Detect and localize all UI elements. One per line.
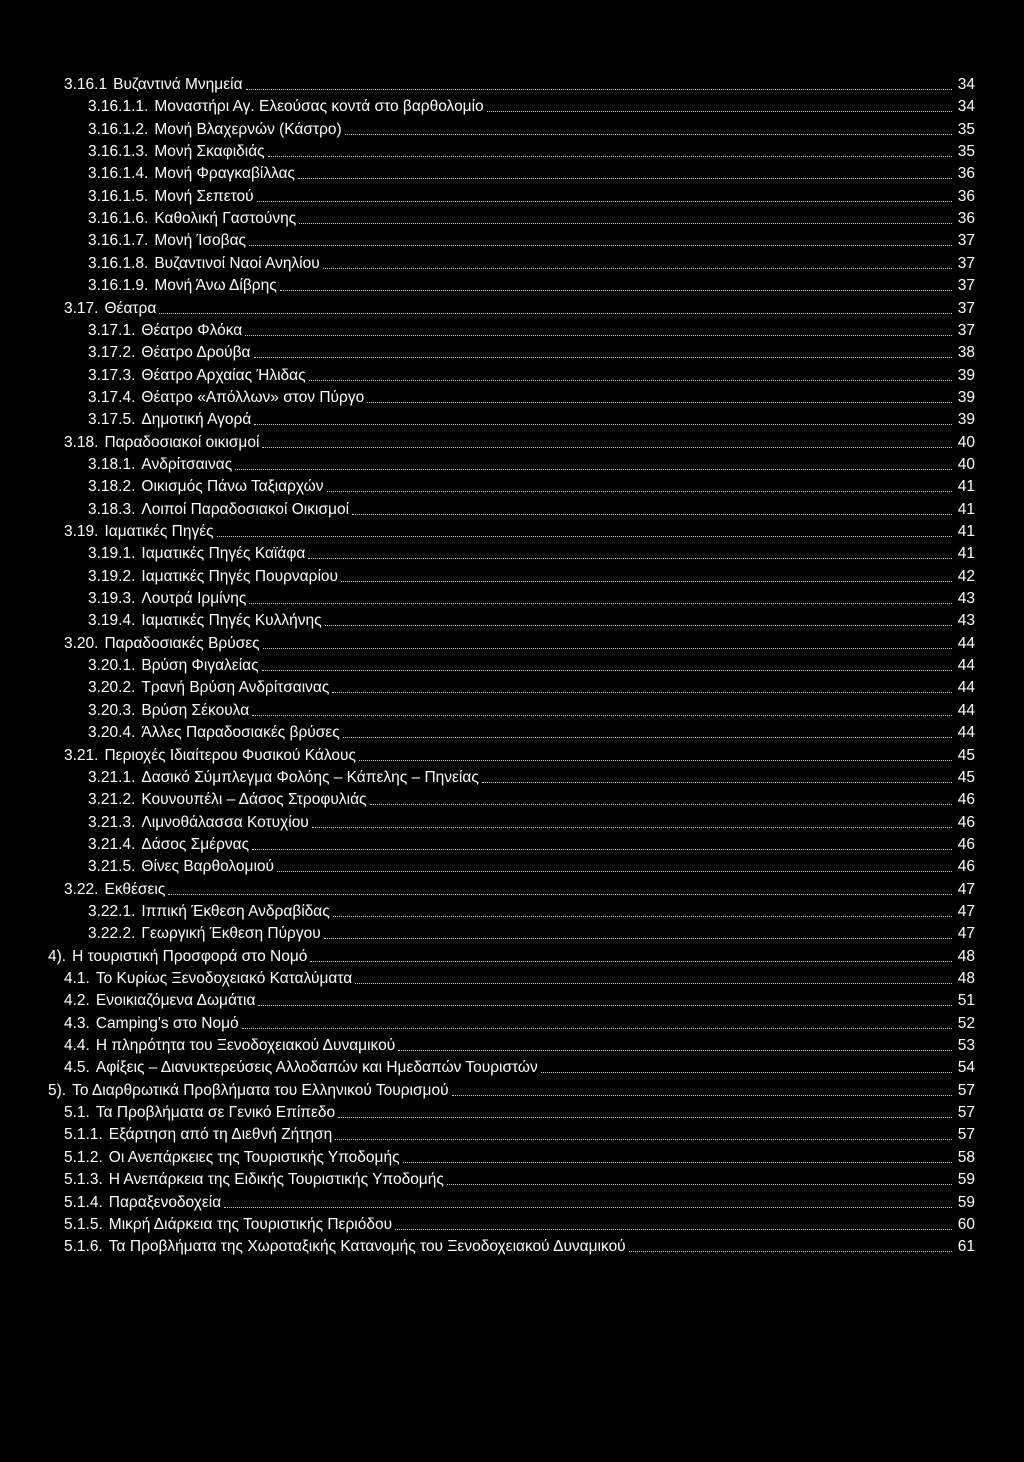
toc-entry-number: 5.1.2. [64, 1149, 103, 1166]
toc-entry[interactable] [88, 340, 975, 362]
toc-entry-title: Η τουριστική Προσφορά στο Νομό [72, 948, 308, 965]
dot-leader [252, 849, 952, 850]
toc-entry[interactable] [88, 94, 975, 116]
toc-entry-page: 47 [957, 903, 975, 920]
toc-entry-number: 5.1.4. [64, 1194, 103, 1211]
toc-entry-title: Περιοχές Ιδιαίτερου Φυσικού Κάλους [104, 747, 356, 764]
toc-entry[interactable] [88, 854, 975, 876]
toc-entry[interactable] [88, 921, 975, 943]
toc-entry-page: 53 [957, 1037, 975, 1054]
toc-entry-title: Βρύση Σέκουλα [141, 702, 250, 719]
toc-entry-title: Λοιποί Παραδοσιακοί Οικισμοί [141, 501, 350, 518]
toc-entry-title: Camping's στο Νομό [95, 1015, 239, 1032]
toc-entry[interactable] [88, 139, 975, 161]
toc-entry-page: 48 [957, 948, 975, 965]
toc-entry-number: 5.1.3. [64, 1171, 103, 1188]
toc-entry-page: 39 [957, 389, 975, 406]
toc-entry-title: Θέατρο «Απόλλων» στον Πύργο [141, 389, 365, 406]
toc-entry-page: 36 [957, 210, 975, 227]
toc-entry-number: 3.21. [64, 747, 99, 764]
dot-leader [332, 692, 952, 693]
dot-leader [629, 1251, 952, 1252]
toc-entry-number: 3.21.4. [88, 836, 136, 853]
toc-entry-number: 3.16.1.7. [88, 232, 149, 249]
toc-entry-number: 4). [48, 948, 67, 965]
toc-entry-page: 48 [957, 970, 975, 987]
dot-leader [341, 581, 952, 582]
toc-entry[interactable] [88, 251, 975, 273]
toc-entry-number: 3.17.3. [88, 367, 136, 384]
toc-entry[interactable] [88, 586, 975, 608]
toc-entry-page: 46 [957, 814, 975, 831]
dot-leader [310, 961, 952, 962]
toc-entry-page: 41 [957, 501, 975, 518]
toc-entry-title: Καθολική Γαστούνης [154, 210, 297, 227]
dot-leader [308, 558, 952, 559]
toc-entry[interactable] [88, 363, 975, 385]
dot-leader [263, 648, 952, 649]
dot-leader [482, 782, 952, 783]
toc-entry-title: Μονή Άνω Δίβρης [154, 277, 277, 294]
toc-entry[interactable] [88, 206, 975, 228]
toc-entry-page: 37 [957, 232, 975, 249]
toc-entry-number: 3.16.1.4. [88, 165, 149, 182]
toc-entry-page: 46 [957, 858, 975, 875]
toc-entry[interactable] [64, 519, 975, 541]
toc-entry-title: Αφίξεις – Διανυκτερεύσεις Αλλοδαπών και Ημεδαπών Τουριστών [95, 1059, 538, 1076]
toc-entry[interactable] [64, 1033, 975, 1055]
toc-entry[interactable] [88, 161, 975, 183]
toc-entry-number: 5). [48, 1082, 67, 1099]
toc-entry-number: 4.3. [64, 1015, 90, 1032]
dot-leader [367, 402, 952, 403]
dot-leader [246, 89, 952, 90]
toc-entry-number: 5.1.6. [64, 1238, 103, 1255]
toc-entry-page: 34 [957, 98, 975, 115]
toc-entry-page: 47 [957, 925, 975, 942]
toc-entry[interactable] [88, 899, 975, 921]
dot-leader [262, 447, 952, 448]
dot-leader [249, 603, 952, 604]
toc-entry[interactable] [88, 117, 975, 139]
toc-entry[interactable] [64, 72, 975, 94]
toc-entry-number: 3.20. [64, 635, 99, 652]
toc-entry-title: Θέατρο Δρούβα [141, 344, 251, 361]
toc-entry-number: 5.1.5. [64, 1216, 103, 1233]
dot-leader [268, 156, 952, 157]
dot-leader [343, 737, 952, 738]
dot-leader [217, 536, 952, 537]
toc-entry-page: 37 [957, 300, 975, 317]
toc-entry-page: 35 [957, 121, 975, 138]
dot-leader [254, 357, 953, 358]
toc-entry-page: 61 [957, 1238, 975, 1255]
toc-entry-title: Το Κυρίως Ξενοδοχειακό Καταλύματα [95, 970, 353, 987]
toc-entry-page: 38 [957, 344, 975, 361]
dot-leader [325, 625, 952, 626]
toc-entry[interactable] [88, 385, 975, 407]
toc-entry-page: 42 [957, 568, 975, 585]
toc-entry-title: Ανδρίτσαινας [141, 456, 233, 473]
dot-leader [333, 916, 952, 917]
toc-entry[interactable] [88, 228, 975, 250]
toc-entry-title: Άλλες Παραδοσιακές βρύσες [141, 724, 340, 741]
toc-entry-number: 5.1. [64, 1104, 90, 1121]
toc-entry-title: Δημοτική Αγορά [141, 411, 252, 428]
toc-entry-number: 3.18. [64, 434, 99, 451]
toc-entry[interactable] [64, 1190, 975, 1212]
toc-entry[interactable] [88, 474, 975, 496]
toc-entry-title: Ενοικιαζόμενα Δωμάτια [95, 992, 256, 1009]
toc-entry[interactable] [64, 1055, 975, 1077]
toc-entry[interactable] [88, 765, 975, 787]
toc-entry-page: 46 [957, 836, 975, 853]
toc-entry[interactable] [64, 631, 975, 653]
toc-entry-page: 44 [957, 657, 975, 674]
toc-entry-title: Δασικό Σύμπλεγμα Φολόης – Κάπελης – Πηνείας [141, 769, 479, 786]
dot-leader [324, 938, 952, 939]
toc-entry-number: 3.16.1 [64, 76, 108, 93]
dot-leader [355, 983, 952, 984]
toc-entry-number: 3.19.2. [88, 568, 136, 585]
toc-entry-number: 3.16.1.3. [88, 143, 149, 160]
toc-entry-title: Τρανή Βρύση Ανδρίτσαινας [141, 679, 330, 696]
toc-entry-number: 3.19.4. [88, 612, 136, 629]
dot-leader [159, 313, 952, 314]
toc-entry-number: 4.4. [64, 1037, 90, 1054]
dot-leader [403, 1162, 952, 1163]
toc-entry-page: 40 [957, 434, 975, 451]
toc-entry-page: 51 [957, 992, 975, 1009]
toc-entry-page: 43 [957, 590, 975, 607]
toc-entry[interactable] [88, 810, 975, 832]
toc-entry-number: 3.21.1. [88, 769, 136, 786]
dot-leader [254, 424, 952, 425]
toc-entry-number: 3.19. [64, 523, 99, 540]
toc-entry-number: 3.18.3. [88, 501, 136, 518]
toc-entry-page: 44 [957, 724, 975, 741]
toc-entry-page: 47 [957, 881, 975, 898]
toc-entry-page: 37 [957, 277, 975, 294]
toc-entry-page: 58 [957, 1149, 975, 1166]
toc-entry-title: Η πληρότητα του Ξενοδοχειακού Δυναμικού [95, 1037, 396, 1054]
toc-entry[interactable] [64, 988, 975, 1010]
dot-leader [245, 335, 952, 336]
toc-entry-title: Οικισμός Πάνω Ταξιαρχών [141, 478, 324, 495]
toc-entry-page: 60 [957, 1216, 975, 1233]
toc-entry-page: 41 [957, 545, 975, 562]
toc-entry[interactable] [64, 1234, 975, 1256]
toc-entry-title: Παραδοσιακοί οικισμοί [104, 434, 260, 451]
dot-leader [370, 804, 952, 805]
toc-entry[interactable] [88, 787, 975, 809]
toc-entry-number: 3.16.1.6. [88, 210, 149, 227]
toc-entry[interactable] [88, 184, 975, 206]
dot-leader [249, 245, 952, 246]
toc-entry[interactable] [88, 407, 975, 429]
toc-entry-page: 45 [957, 747, 975, 764]
dot-leader [327, 491, 953, 492]
toc-entry-page: 52 [957, 1015, 975, 1032]
toc-entry-title: Ιαματικές Πηγές [104, 523, 214, 540]
dot-leader [277, 871, 952, 872]
toc-entry[interactable] [64, 1212, 975, 1234]
toc-entry-number: 3.17.2. [88, 344, 136, 361]
toc-entry-page: 37 [957, 255, 975, 272]
toc-entry-title: Θέατρα [104, 300, 157, 317]
toc-entry[interactable] [48, 1078, 975, 1100]
toc-entry-title: Τα Προβλήματα σε Γενικό Επίπεδο [95, 1104, 336, 1121]
toc-entry-page: 54 [957, 1059, 975, 1076]
toc-entry-number: 3.16.1.8. [88, 255, 149, 272]
toc-entry[interactable] [88, 564, 975, 586]
toc-entry[interactable] [64, 1100, 975, 1122]
toc-entry-title: Μικρή Διάρκεια της Τουριστικής Περιόδου [108, 1216, 393, 1233]
toc-entry[interactable] [88, 653, 975, 675]
toc-entry-title: Κουνουπέλι – Δάσος Στροφυλιάς [141, 791, 367, 808]
toc-entry-page: 36 [957, 188, 975, 205]
toc-entry-number: 3.16.1.9. [88, 277, 149, 294]
toc-entry[interactable] [64, 1011, 975, 1033]
toc-entry[interactable] [64, 966, 975, 988]
dot-leader [168, 894, 952, 895]
dot-leader [224, 1207, 952, 1208]
toc-entry[interactable] [64, 743, 975, 765]
toc-entry-title: Δάσος Σμέρνας [141, 836, 250, 853]
toc-entry-page: 41 [957, 478, 975, 495]
toc-entry-number: 3.16.1.5. [88, 188, 149, 205]
dot-leader [299, 223, 952, 224]
toc-entry-title: Βυζαντινοί Ναοί Ανηλίου [154, 255, 320, 272]
toc-entry-number: 3.21.5. [88, 858, 136, 875]
toc-entry-number: 3.22.1. [88, 903, 136, 920]
toc-entry-page: 39 [957, 411, 975, 428]
toc-entry-page: 35 [957, 143, 975, 160]
dot-leader [487, 111, 952, 112]
toc-entry-title: Βρύση Φιγαλείας [141, 657, 259, 674]
toc-entry-number: 3.19.3. [88, 590, 136, 607]
toc-entry-page: 46 [957, 791, 975, 808]
toc-entry[interactable] [88, 675, 975, 697]
toc-entry-title: Μονή Σκαφιδιάς [154, 143, 265, 160]
dot-leader [258, 1005, 952, 1006]
toc-entry[interactable] [88, 273, 975, 295]
toc-entry-number: 3.20.4. [88, 724, 136, 741]
dot-leader [359, 760, 952, 761]
dot-leader [345, 134, 952, 135]
toc-entry-title: Ιαματικές Πηγές Πουρναρίου [141, 568, 338, 585]
toc-entry[interactable] [88, 497, 975, 519]
toc-entry-title: Λιμνοθάλασσα Κοτυχίου [141, 814, 309, 831]
dot-leader [398, 1050, 952, 1051]
toc-entry-number: 4.5. [64, 1059, 90, 1076]
dot-leader [257, 201, 952, 202]
toc-entry-number: 3.17. [64, 300, 99, 317]
toc-entry-page: 44 [957, 702, 975, 719]
toc-entry-number: 3.16.1.1. [88, 98, 149, 115]
toc-entry-title: Λουτρά Ιρμίνης [141, 590, 247, 607]
toc-entry-number: 3.18.2. [88, 478, 136, 495]
toc-entry-number: 3.21.3. [88, 814, 136, 831]
dot-leader [323, 268, 952, 269]
toc-entry-number: 4.1. [64, 970, 90, 987]
toc-entry-page: 43 [957, 612, 975, 629]
dot-leader [280, 290, 952, 291]
toc-entry-title: Παραξενοδοχεία [108, 1194, 222, 1211]
toc-entry-page: 57 [957, 1126, 975, 1143]
toc-entry-title: Βυζαντινά Μνημεία [113, 76, 243, 93]
toc-entry-title: Γεωργική Έκθεση Πύργου [141, 925, 321, 942]
dot-leader [452, 1095, 952, 1096]
toc-entry-page: 59 [957, 1194, 975, 1211]
toc-entry-page: 37 [957, 322, 975, 339]
toc-entry-number: 3.16.1.2. [88, 121, 149, 138]
toc-entry-page: 57 [957, 1082, 975, 1099]
toc-entry-title: Μονή Φραγκαβίλλας [154, 165, 296, 182]
toc-entry-title: Μονή Βλαχερνών (Κάστρο) [154, 121, 342, 138]
toc-entry[interactable] [88, 698, 975, 720]
toc-entry-number: 5.1.1. [64, 1126, 103, 1143]
toc-entry-title: Ιαματικές Πηγές Καϊάφα [141, 545, 306, 562]
toc-entry[interactable] [64, 877, 975, 899]
toc-entry[interactable] [64, 296, 975, 318]
toc-entry-title: Τα Προβλήματα της Χωροταξικής Κατανομής του Ξενοδοχειακού Δυναμικού [108, 1238, 626, 1255]
toc-entry[interactable] [88, 541, 975, 563]
toc-entry[interactable] [64, 1167, 975, 1189]
toc-entry-title: Το Διαρθρωτικά Προβλήματα του Ελληνικού Τουρισμού [72, 1082, 449, 1099]
toc-entry[interactable] [88, 720, 975, 742]
toc-entry[interactable] [64, 430, 975, 452]
toc-entry-page: 41 [957, 523, 975, 540]
toc-entry-page: 44 [957, 635, 975, 652]
toc-entry-number: 3.22.2. [88, 925, 136, 942]
toc-entry-number: 3.17.4. [88, 389, 136, 406]
toc-entry-title: Ιππική Έκθεση Ανδραβίδας [141, 903, 330, 920]
toc-entry[interactable] [64, 1122, 975, 1144]
dot-leader [242, 1028, 952, 1029]
toc-entry-page: 39 [957, 367, 975, 384]
toc-entry-title: Ιαματικές Πηγές Κυλλήνης [141, 612, 322, 629]
toc-entry-number: 3.18.1. [88, 456, 136, 473]
toc-entry-title: Θίνες Βαρθολομιού [141, 858, 275, 875]
toc-entry-title: Θέατρο Αρχαίας Ήλιδας [141, 367, 306, 384]
dot-leader [235, 469, 952, 470]
toc-entry-page: 59 [957, 1171, 975, 1188]
toc-entry-number: 3.17.1. [88, 322, 136, 339]
toc-entry-title: Μονή Ίσοβας [154, 232, 247, 249]
toc-entry[interactable] [88, 832, 975, 854]
dot-leader [541, 1072, 952, 1073]
toc-entry-title: Μονή Σεπετού [154, 188, 254, 205]
toc-entry-number: 3.17.5. [88, 411, 136, 428]
toc-entry-page: 57 [957, 1104, 975, 1121]
toc-entry-title: Θέατρο Φλόκα [141, 322, 243, 339]
toc-entry[interactable] [88, 452, 975, 474]
toc-entry-page: 45 [957, 769, 975, 786]
dot-leader [262, 670, 952, 671]
toc-entry-page: 40 [957, 456, 975, 473]
toc-entry-title: Η Ανεπάρκεια της Ειδικής Τουριστικής Υποδομής [108, 1171, 444, 1188]
toc-entry[interactable] [88, 318, 975, 340]
toc-entry-number: 3.20.3. [88, 702, 136, 719]
dot-leader [252, 715, 952, 716]
toc-entry-title: Εξάρτηση από τη Διεθνή Ζήτηση [108, 1126, 333, 1143]
dot-leader [309, 380, 952, 381]
dot-leader [352, 514, 952, 515]
toc-entry-page: 44 [957, 679, 975, 696]
dot-leader [395, 1229, 952, 1230]
toc-entry-page: 36 [957, 165, 975, 182]
dot-leader [338, 1117, 952, 1118]
toc-entry-title: Οι Ανεπάρκειες της Τουριστικής Υποδομής [108, 1149, 400, 1166]
toc-entry-number: 3.20.2. [88, 679, 136, 696]
dot-leader [298, 178, 952, 179]
toc-entry-title: Εκθέσεις [104, 881, 166, 898]
dot-leader [312, 827, 952, 828]
toc-entry[interactable] [64, 1145, 975, 1167]
dot-leader [447, 1184, 952, 1185]
toc-entry-page: 34 [957, 76, 975, 93]
toc-entry-number: 3.21.2. [88, 791, 136, 808]
toc-entry-title: Μοναστήρι Αγ. Ελεούσας κοντά στο βαρθολομίο [154, 98, 484, 115]
toc-entry[interactable] [48, 944, 975, 966]
toc-entry-number: 3.19.1. [88, 545, 136, 562]
dot-leader [335, 1139, 952, 1140]
toc-entry-number: 4.2. [64, 992, 90, 1009]
toc-entry-title: Παραδοσιακές Βρύσες [104, 635, 260, 652]
toc-entry-number: 3.20.1. [88, 657, 136, 674]
toc-entry-number: 3.22. [64, 881, 99, 898]
toc-entry[interactable] [88, 608, 975, 630]
